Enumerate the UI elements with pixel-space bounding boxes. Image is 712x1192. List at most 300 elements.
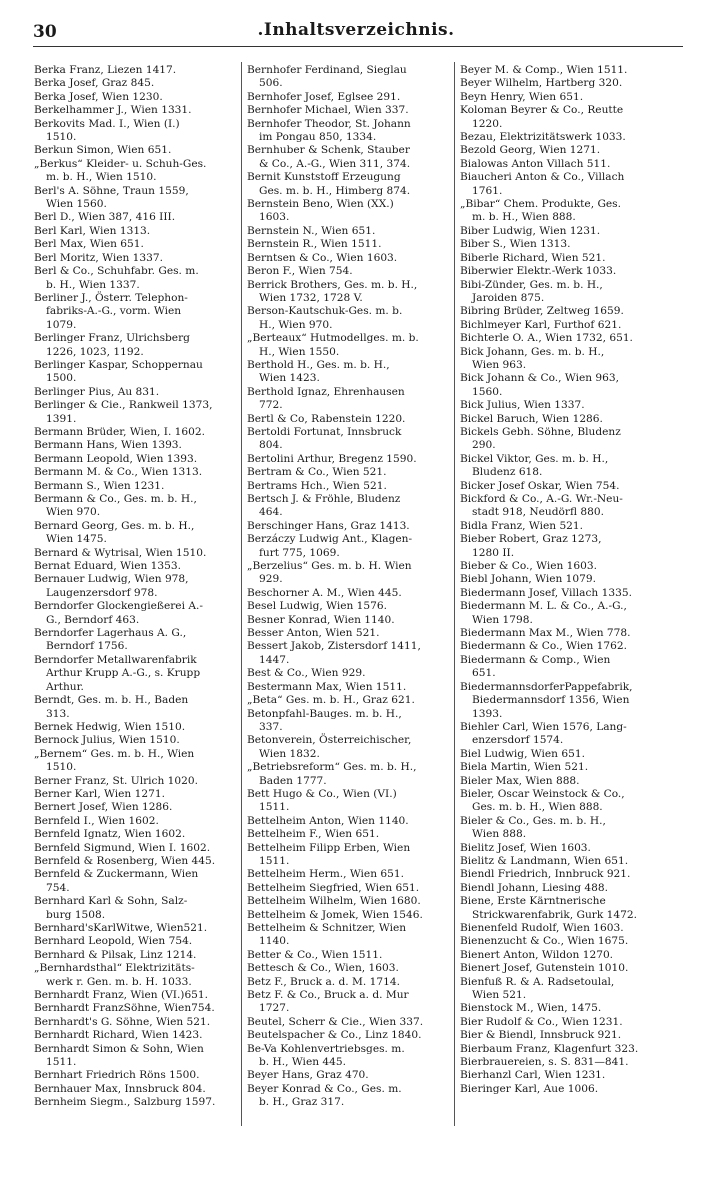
index-entry (34, 1002, 239, 1015)
entry-line: Bernard Georg, Ges. m. b. H., (34, 519, 195, 532)
index-entry (460, 600, 665, 627)
entry-line: Biela Martin, Wien 521. (460, 761, 589, 774)
entry-line: „Beta“ Ges. m. b. H., Graz 621. (247, 694, 415, 707)
entry-continuation: 1511. (259, 801, 290, 814)
index-entry (460, 962, 665, 975)
index-entry (34, 560, 239, 573)
index-entry (34, 480, 239, 493)
entry-line: Bettelheim F., Wien 651. (247, 828, 380, 841)
entry-line: Betz F. & Co., Bruck a. d. Mur (247, 989, 409, 1002)
entry-line: Bernfeld & Rosenberg, Wien 445. (34, 854, 216, 867)
index-entry (460, 346, 665, 373)
index-entry (247, 600, 452, 613)
entry-line: Bernhofer Michael, Wien 337. (247, 104, 409, 117)
index-entry (34, 493, 239, 520)
entry-line: Berlinger Franz, Ulrichsberg (34, 332, 190, 345)
index-entry (34, 332, 239, 359)
entry-continuation: burg 1508. (46, 908, 106, 921)
index-entry (34, 238, 239, 251)
entry-line: Berndorfer Lagerhaus A. G., (34, 627, 187, 640)
entry-line: Biehler Carl, Wien 1576, Lang- (460, 720, 627, 733)
index-entry (460, 627, 665, 640)
index-entry (460, 399, 665, 412)
entry-continuation: Wien 1423. (259, 372, 320, 385)
header-rule (33, 46, 683, 47)
entry-line: Beutel, Scherr & Cie., Wien 337. (247, 1015, 424, 1028)
entry-line: Bernhard'sKarlWitwe, Wien521. (34, 922, 208, 934)
index-entry (460, 640, 665, 653)
index-entry (247, 144, 452, 171)
entry-line: Berner Franz, St. Ulrich 1020. (34, 774, 198, 787)
entry-line: Bienenzucht & Co., Wien 1675. (460, 935, 629, 948)
entry-line: Bickel Viktor, Ges. m. b. H., (460, 452, 609, 465)
entry-line: Biebl Johann, Wien 1079. (460, 573, 597, 586)
entry-line: Bienert Anton, Wildon 1270. (460, 948, 614, 961)
index-entry (460, 721, 665, 748)
entry-line: Beyer Hans, Graz 470. (247, 1069, 369, 1082)
index-entry (247, 332, 452, 359)
entry-line: Bernhard Leopold, Wien 754. (34, 935, 193, 948)
entry-line: Berthold Ignaz, Ehrenhausen (247, 385, 405, 398)
index-entry (34, 828, 239, 841)
index-entry (247, 466, 452, 479)
index-entry (34, 842, 239, 855)
entry-line: Beyer M. & Comp., Wien 1511. (460, 64, 628, 76)
entry-continuation: 464. (259, 506, 283, 519)
entry-line: Berner Karl, Wien 1271. (34, 787, 165, 800)
entry-line: Berzáczy Ludwig Ant., Klagen- (247, 533, 413, 546)
entry-line: Bialowas Anton Villach 511. (460, 157, 611, 170)
entry-continuation: werk r. Gen. m. b. H. 1033. (46, 975, 192, 988)
index-entry (460, 238, 665, 251)
entry-line: Berlinger Kaspar, Schoppernau (34, 358, 203, 371)
entry-line: Bienenfeld Rudolf, Wien 1603. (460, 922, 624, 934)
index-entry (247, 761, 452, 788)
index-entry (460, 573, 665, 586)
entry-line: Bernek Hedwig, Wien 1510. (34, 720, 186, 733)
index-entry (247, 815, 452, 828)
index-entry (247, 64, 452, 91)
entry-continuation: Wien 1732, 1728 V. (259, 291, 363, 304)
index-entry (34, 748, 239, 775)
entry-line: „Bernem“ Ges. m. b. H., Wien (34, 747, 195, 760)
index-entry (34, 91, 239, 104)
entry-line: Bessert Jakob, Zistersdorf 1411, (247, 640, 421, 653)
entry-line: Bieler & Co., Ges. m. b. H., (460, 814, 606, 827)
entry-line: Bieber & Co., Wien 1603. (460, 560, 597, 573)
index-entry (34, 788, 239, 801)
entry-continuation: Ges. m. b. H., Himberg 874. (259, 184, 411, 197)
entry-continuation: stadt 918, Neudörfl 880. (472, 506, 604, 519)
page-title: .Inhaltsverzeichnis. (257, 20, 455, 40)
entry-line: Bettelheim Anton, Wien 1140. (247, 814, 409, 827)
index-entry (34, 426, 239, 439)
entry-line: „Bibar“ Chem. Produkte, Ges. (460, 198, 621, 211)
entry-continuation: 337. (259, 720, 283, 733)
index-entry (460, 855, 665, 868)
entry-continuation: H., Wien 970. (259, 318, 333, 331)
entry-line: „Betriebsreform“ Ges. m. b. H., (247, 761, 417, 774)
index-entry (247, 426, 452, 453)
index-entry (247, 1016, 452, 1029)
index-entry (460, 453, 665, 480)
entry-line: Bertolini Arthur, Bregenz 1590. (247, 452, 417, 465)
index-entry (34, 949, 239, 962)
entry-line: Better & Co., Wien 1511. (247, 948, 383, 961)
index-entry (460, 520, 665, 533)
entry-line: Bernhard & Pilsak, Linz 1214. (34, 948, 197, 961)
entry-line: Berkun Simon, Wien 651. (34, 144, 172, 157)
index-entry (34, 252, 239, 265)
entry-line: Bienert Josef, Gutenstein 1010. (460, 962, 629, 975)
index-entry (247, 265, 452, 278)
index-entry (247, 922, 452, 949)
entry-continuation: 1560. (472, 385, 503, 398)
entry-line: „Berkus“ Kleider- u. Schuh-Ges. (34, 157, 207, 170)
entry-line: Bernhauer Max, Innsbruck 804. (34, 1082, 206, 1095)
index-entry (460, 265, 665, 278)
index-entry (34, 104, 239, 117)
entry-line: Bernhofer Theodor, St. Johann (247, 117, 411, 130)
entry-continuation: Strickwarenfabrik, Gurk 1472. (472, 908, 637, 921)
entry-line: Bernhofer Josef, Eglsee 291. (247, 90, 401, 103)
index-entry (34, 775, 239, 788)
entry-continuation: Wien 970. (46, 506, 101, 519)
entry-continuation: Ges. m. b. H., Wien 888. (472, 801, 603, 814)
index-entry (460, 560, 665, 573)
entry-continuation: Baden 1777. (259, 774, 327, 787)
entry-line: „Bernhardsthal“ Elektrizitäts- (34, 962, 195, 975)
index-entry (247, 681, 452, 694)
index-entry (247, 359, 452, 386)
entry-continuation: Wien 1560. (46, 198, 107, 211)
entry-line: Berrick Brothers, Ges. m. b. H., (247, 278, 418, 291)
entry-line: Bielitz Josef, Wien 1603. (460, 841, 591, 854)
index-entry (460, 413, 665, 426)
entry-line: Bermann S., Wien 1231. (34, 479, 165, 492)
entry-line: Berka Josef, Graz 845. (34, 77, 155, 90)
entry-continuation: 1500. (46, 372, 77, 385)
index-entry (247, 989, 452, 1016)
index-entry (34, 895, 239, 922)
entry-line: Bermann M. & Co., Wien 1313. (34, 466, 203, 479)
index-entry (247, 118, 452, 145)
index-entry (247, 882, 452, 895)
entry-line: Bertram & Co., Wien 521. (247, 466, 387, 479)
index-entry (460, 587, 665, 600)
entry-continuation: im Pongau 850, 1334. (259, 131, 377, 144)
index-entry (247, 895, 452, 908)
entry-line: Bick Johann, Ges. m. b. H., (460, 345, 605, 358)
index-entry (247, 868, 452, 881)
entry-continuation: m. b. H., Wien 888. (472, 211, 576, 224)
index-entry (460, 761, 665, 774)
entry-continuation: b. H., Graz 317. (259, 1096, 345, 1109)
entry-line: Beyn Henry, Wien 651. (460, 90, 584, 103)
entry-line: Bertl & Co, Rabenstein 1220. (247, 412, 406, 425)
index-entry (460, 144, 665, 157)
index-entry (247, 279, 452, 306)
entry-line: Bezold Georg, Wien 1271. (460, 144, 601, 157)
index-entry (460, 372, 665, 399)
entry-line: Bernhuber & Schenk, Stauber (247, 144, 410, 157)
entry-line: Berka Josef, Wien 1230. (34, 90, 163, 103)
entry-line: Biberwier Elektr.-Werk 1033. (460, 265, 617, 278)
entry-continuation: b. H., Wien 445. (259, 1056, 346, 1069)
entry-line: Be-Va Kohlenvertriebsges. m. (247, 1042, 405, 1055)
index-entry (460, 1083, 665, 1096)
index-entry (34, 734, 239, 747)
entry-line: Bernhard Karl & Sohn, Salz- (34, 895, 188, 908)
entry-line: Bernfeld I., Wien 1602. (34, 814, 159, 827)
index-entry (460, 895, 665, 922)
entry-line: Biedermann M. L. & Co., A.-G., (460, 600, 627, 613)
index-entry (460, 279, 665, 306)
index-entry (34, 989, 239, 1002)
entry-line: Bier Rudolf & Co., Wien 1231. (460, 1015, 623, 1028)
index-entry (34, 694, 239, 721)
entry-continuation: Biedermannsdorf 1356, Wien (472, 694, 630, 707)
index-entry (247, 91, 452, 104)
entry-line: Bick Johann & Co., Wien 963, (460, 372, 620, 385)
entry-line: Bieler, Oscar Weinstock & Co., (460, 787, 625, 800)
index-entry (247, 453, 452, 466)
entry-continuation: 1603. (259, 211, 290, 224)
entry-line: Biendl Johann, Liesing 488. (460, 881, 609, 894)
index-entry (247, 976, 452, 989)
index-entry (247, 949, 452, 962)
index-entry (34, 399, 239, 426)
index-entry (34, 1069, 239, 1082)
entry-continuation: Wien 1475. (46, 533, 107, 546)
entry-continuation: 651. (472, 667, 496, 680)
entry-continuation: 772. (259, 399, 283, 412)
index-entry (247, 560, 452, 587)
entry-line: Bernstein R., Wien 1511. (247, 238, 382, 251)
index-entry (34, 654, 239, 694)
entry-continuation: 1510. (46, 131, 77, 144)
index-entry (460, 949, 665, 962)
entry-line: Biber S., Wien 1313. (460, 238, 571, 251)
entry-line: Biendl Friedrich, Innbruck 921. (460, 868, 631, 881)
index-entry (460, 225, 665, 238)
index-entry (460, 171, 665, 198)
index-entry (34, 466, 239, 479)
index-entry (460, 842, 665, 855)
column-divider-1 (241, 62, 242, 1126)
index-entry (460, 252, 665, 265)
entry-continuation: 1510. (46, 761, 77, 774)
entry-line: Bernit Kunststoff Erzeugung (247, 171, 401, 184)
index-entry (34, 1096, 239, 1109)
index-entry (34, 815, 239, 828)
entry-continuation: 754. (46, 881, 70, 894)
entry-continuation: Wien 1832. (259, 747, 320, 760)
index-entry (247, 842, 452, 869)
index-entry (34, 600, 239, 627)
entry-line: Bettelheim Siegfried, Wien 651. (247, 881, 420, 894)
entry-continuation: 1226, 1023, 1192. (46, 345, 144, 358)
index-entry (34, 547, 239, 560)
entry-line: Beyer Konrad & Co., Ges. m. (247, 1082, 402, 1095)
entry-line: Berl D., Wien 387, 416 III. (34, 211, 176, 224)
entry-continuation: Laugenzersdorf 978. (46, 586, 158, 599)
index-entry (247, 104, 452, 117)
entry-line: Betonverein, Österreichischer, (247, 734, 412, 747)
entry-line: Bibring Brüder, Zeltweg 1659. (460, 305, 624, 318)
entry-line: Bettelheim Filipp Erben, Wien (247, 841, 411, 854)
entry-line: Berndorfer Glockengießerei A.- (34, 600, 203, 613)
index-entry (460, 882, 665, 895)
entry-line: Bickford & Co., A.-G. Wr.-Neu- (460, 493, 623, 505)
index-entry (34, 855, 239, 868)
entry-line: Bier & Biendl, Innsbruck 921. (460, 1029, 622, 1042)
index-entry (34, 386, 239, 399)
index-column-1 (34, 64, 239, 1110)
entry-line: Berkelhammer J., Wien 1331. (34, 104, 192, 117)
entry-line: Berliner J., Österr. Telephon- (34, 291, 188, 304)
entry-line: Bettelheim Wilhelm, Wien 1680. (247, 895, 421, 908)
index-entry (34, 573, 239, 600)
index-entry (34, 627, 239, 654)
index-entry (34, 935, 239, 948)
index-entry (460, 1016, 665, 1029)
index-entry (460, 305, 665, 318)
entry-line: Beschorner A. M., Wien 445. (247, 586, 402, 599)
page-number: 30 (33, 22, 57, 42)
entry-line: „Berteaux“ Hutmodellges. m. b. (247, 332, 419, 345)
entry-line: Bickel Baruch, Wien 1286. (460, 412, 603, 425)
index-entry (247, 734, 452, 761)
entry-continuation: 290. (472, 439, 496, 452)
entry-line: Bienstock M., Wien, 1475. (460, 1002, 602, 1015)
index-entry (460, 104, 665, 131)
entry-line: Bertsch J. & Fröhle, Bludenz (247, 493, 401, 505)
entry-line: Bettelheim Herm., Wien 651. (247, 868, 404, 881)
index-column-3 (460, 64, 665, 1096)
index-entry (247, 909, 452, 922)
entry-line: Best & Co., Wien 929. (247, 667, 366, 680)
entry-line: Bestermann Max, Wien 1511. (247, 680, 407, 693)
entry-line: Bidla Franz, Wien 521. (460, 519, 584, 532)
index-entry (460, 1056, 665, 1069)
entry-line: Berlinger & Cie., Rankweil 1373, (34, 399, 213, 412)
entry-line: Bettelheim & Jomek, Wien 1546. (247, 908, 423, 921)
index-entry (460, 426, 665, 453)
entry-line: Berntsen & Co., Wien 1603. (247, 251, 398, 264)
index-entry (460, 748, 665, 761)
index-entry (34, 225, 239, 238)
index-entry (34, 922, 239, 935)
entry-line: Bernstein Beno, Wien (XX.) (247, 198, 394, 211)
index-entry (247, 708, 452, 735)
index-entry (247, 493, 452, 520)
entry-line: Bickels Gebh. Söhne, Bludenz (460, 425, 621, 438)
index-entry (460, 1043, 665, 1056)
index-entry (460, 922, 665, 935)
entry-line: Biedermann & Comp., Wien (460, 653, 611, 666)
entry-line: Biel Ludwig, Wien 651. (460, 747, 585, 760)
entry-line: Bernfeld Sigmund, Wien I. 1602. (34, 841, 211, 854)
index-entry (460, 788, 665, 815)
entry-line: Beutelspacher & Co., Linz 1840. (247, 1029, 422, 1042)
entry-continuation: Wien 521. (472, 989, 527, 1002)
entry-continuation: Wien 888. (472, 828, 527, 841)
entry-line: Bernhardt FranzSöhne, Wien754. (34, 1002, 215, 1015)
entry-continuation: 804. (259, 439, 283, 452)
entry-continuation: 1220. (472, 117, 503, 130)
index-column-2 (247, 64, 452, 1110)
index-entry (34, 1043, 239, 1070)
index-entry (460, 332, 665, 345)
entry-line: Bicker Josef Oskar, Wien 754. (460, 479, 620, 492)
index-entry (460, 935, 665, 948)
index-entry (34, 64, 239, 77)
entry-line: Bernhardt's G. Söhne, Wien 521. (34, 1015, 211, 1028)
entry-line: Besel Ludwig, Wien 1576. (247, 600, 388, 613)
entry-continuation: b. H., Wien 1337. (46, 278, 140, 291)
index-entry (460, 815, 665, 842)
entry-line: Bernhardt Richard, Wien 1423. (34, 1029, 203, 1042)
index-entry (247, 305, 452, 332)
index-entry (34, 185, 239, 212)
entry-line: Bett Hugo & Co., Wien (VI.) (247, 787, 397, 800)
index-entry (460, 493, 665, 520)
index-entry (34, 801, 239, 814)
entry-line: Bernheim Siegm., Salzburg 1597. (34, 1096, 216, 1109)
index-entry (34, 158, 239, 185)
index-entry (460, 1069, 665, 1082)
index-entry (34, 1016, 239, 1029)
entry-line: Bielitz & Landmann, Wien 651. (460, 854, 629, 867)
entry-continuation: enzersdorf 1574. (472, 734, 564, 747)
entry-continuation: 313. (46, 707, 70, 720)
entry-continuation: 1447. (259, 653, 290, 666)
index-entry (460, 533, 665, 560)
index-entry (247, 171, 452, 198)
index-entry (460, 1029, 665, 1042)
entry-line: Bernhofer Ferdinand, Sieglau (247, 64, 407, 76)
entry-continuation: G., Berndorf 463. (46, 613, 140, 626)
entry-line: Bernert Josef, Wien 1286. (34, 801, 173, 814)
index-entry (460, 976, 665, 1003)
index-entry (247, 667, 452, 680)
index-entry (247, 694, 452, 707)
entry-continuation: 1391. (46, 412, 77, 425)
entry-line: Bieler Max, Wien 888. (460, 774, 580, 787)
entry-continuation: Jaroiden 875. (472, 291, 545, 304)
entry-continuation: fabriks-A.-G., vorm. Wien (46, 305, 182, 318)
entry-continuation: & Co., A.-G., Wien 311, 374. (259, 157, 411, 170)
index-entry (247, 1069, 452, 1082)
entry-line: Bermann Leopold, Wien 1393. (34, 452, 198, 465)
entry-continuation: 1079. (46, 318, 77, 331)
index-entry (460, 868, 665, 881)
entry-line: Betonpfahl-Bauges. m. b. H., (247, 707, 402, 720)
entry-continuation: Wien 1798. (472, 613, 533, 626)
index-entry (34, 292, 239, 332)
entry-line: Biaucheri Anton & Co., Villach (460, 171, 625, 184)
index-entry (460, 131, 665, 144)
entry-continuation: 1511. (46, 1056, 77, 1069)
entry-line: Betz F., Bruck a. d. M. 1714. (247, 975, 400, 988)
index-entry (460, 158, 665, 171)
entry-line: Besser Anton, Wien 521. (247, 627, 380, 640)
entry-continuation: 1280 II. (472, 546, 515, 559)
index-entry (460, 319, 665, 332)
index-entry (247, 788, 452, 815)
index-entry (34, 211, 239, 224)
